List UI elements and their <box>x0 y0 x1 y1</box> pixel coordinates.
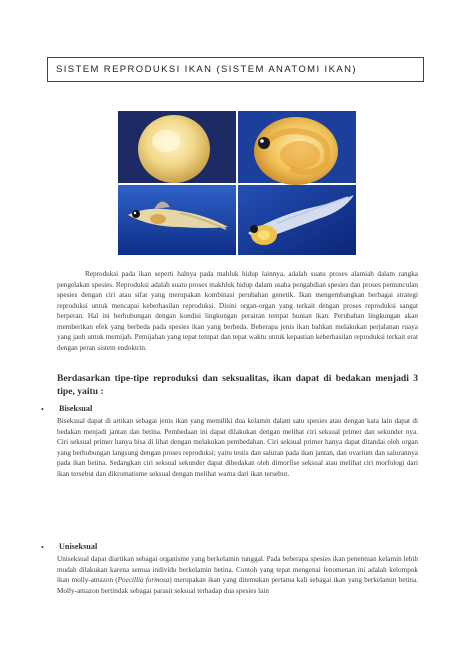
bullet-icon: • <box>41 405 44 414</box>
subheading-uniseksual: Uniseksual <box>59 542 98 551</box>
paragraph-uniseksual <box>57 554 418 596</box>
intro-paragraph: Reproduksi pada ikan seperti halnya pada mahluk hidup lainnya, adalah suatu proses alamiah dalam rangka pengelakan spesies. Reproduksi adalah suatu proses makhluk hidup dalam usaha pengabdian spesies dan proses pemunculan spesies dengan ciri atau sifat yang merupakan kombinasi perubahan genetik. Ikan mengembangkan berbagai strategi reproduksi untuk mencapai keberhasilan reproduksi. Disini organ-organ yang terkait dengan proses reproduksi sangat berperan. Hal ini berhubungan dengan kondisi lingkungan perairan tempat hunian ikan. Perubahan lingkungan akan memberikan efek yang berbeda pada spesies ikan yang berbeda. Beberapa jenis ikan bahkan melakukan perjalanan ruaya yang jauh untuk memijah. Pemijahan yang tepat tempat dan tepat waktu untuk kepastian keberhasilan reproduksi terkait erat dengan peran sistem endoktrin. <box>57 270 418 352</box>
document-title: SISTEM REPRODUKSI IKAN (SISTEM ANATOMI IKAN) <box>47 57 424 82</box>
uniseksual-text-end: ) merupakan ikan yang ditemukan pertama kali sebagai ikan yang berkelamin betina. Molly-amazon bertindak sebagai parasit seksual terhadap dua spesies lain <box>57 576 418 595</box>
uniseksual-text-start: Uniseksual dapat diartikan sebagai organisme yang berkelamin tunggal. Pada beberapa spesies ikan penentuan kelamin lebih mudah dilakukan karena semua individu berkelamin betina. Contoh yang tepat mengenai fenomenan ini adalah kelompok ikan molly-amazon ( <box>57 555 418 584</box>
bullet-icon: • <box>41 543 44 552</box>
fish-development-photo <box>118 111 356 255</box>
subheading-biseksual: Biseksual <box>59 404 93 413</box>
paragraph-biseksual: Biseksual dapat di artikan sebagai jenis ikan yang memiliki dua kelamin dalam satu spesies atau dengan kata lain dapat di bedakan menjadi jantan dan betina. Pembedaan ini dapat dilakukan dengan melihat ciri seksual primer dan sekunder nya. Ciri seksual primer hanya bisa di lihat dengan melakukan pembedahan. Ciri seksual primer hanya dapat ditandai oleh organ yang berhubungan langsung dengan proses reproduksi; yaitu testis dan saluran pada ikan jantan, dan ovarium dan salurannya pada ikan betina. Sedangkan ciri seksual sekunder dapat dibedakan oleh dimorfise seksual atau melihat ciri morfologi dari ikan tersebut dan dikromatisme seksual dengan melihat warna dari ikan tersebut. <box>57 417 418 478</box>
species-name: Poecillia formosa <box>117 576 170 584</box>
section-heading: Berdasarkan tipe-tipe reproduksi dan seksualitas, ikan dapat di bedakan menjadi 3 tipe, yaitu : <box>57 373 418 397</box>
fish-development-illustration <box>118 111 356 255</box>
